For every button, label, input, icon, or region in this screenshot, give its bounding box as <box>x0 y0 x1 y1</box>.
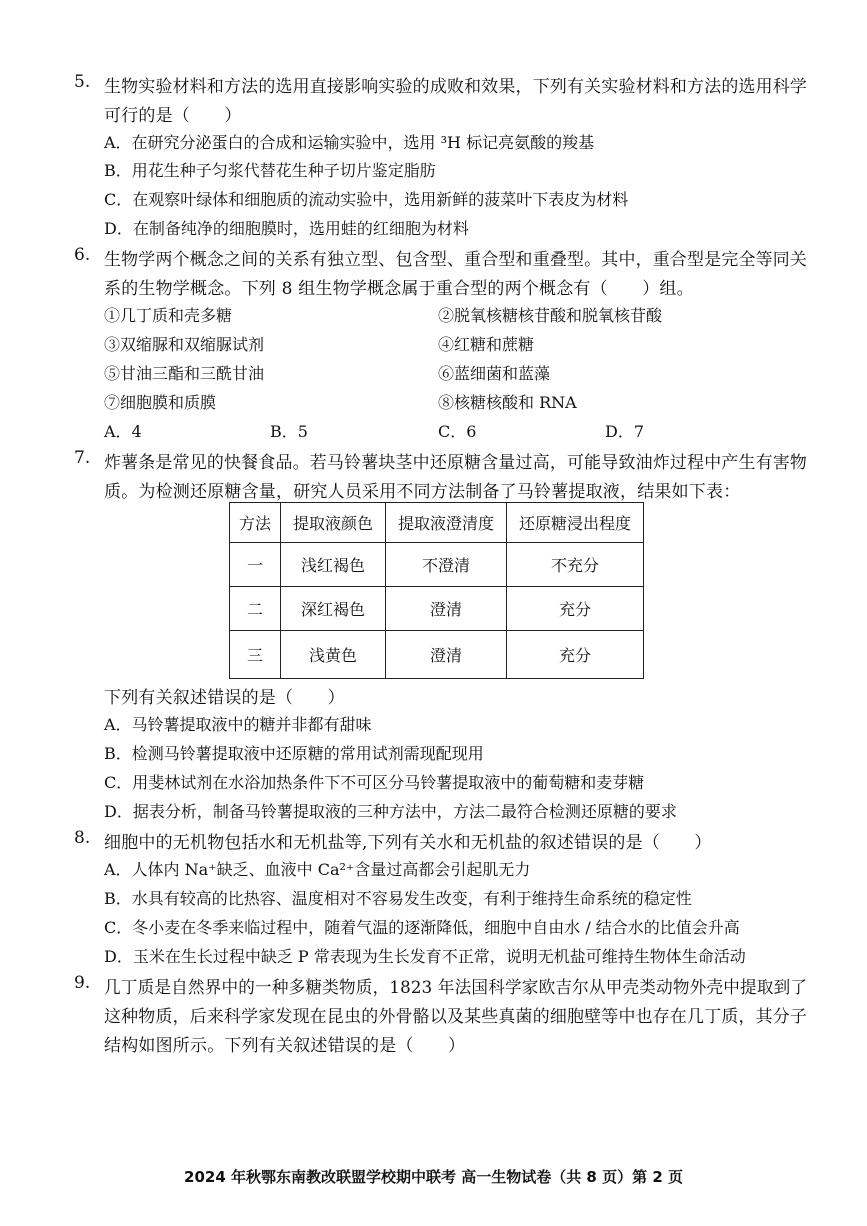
question-number: 5. <box>74 72 91 92</box>
table-cell: 充分 <box>507 587 644 631</box>
concept-pair: ②脱氧核糖核苷酸和脱氧核苷酸 <box>438 306 663 325</box>
table-cell: 三 <box>230 631 281 679</box>
question-stem-line: 细胞中的无机物包括水和无机盐等,下列有关水和无机盐的叙述错误的是（ ） <box>104 833 712 853</box>
concept-pair: ⑤甘油三酯和三酰甘油 <box>104 364 265 383</box>
question-stem-line: 系的生物学概念。下列 8 组生物学概念属于重合型的两个概念有（ ）组。 <box>104 279 694 299</box>
question-stem-line: 这种物质，后来科学家发现在昆虫的外骨骼以及某些真菌的细胞壁等中也存在几丁质，其分子 <box>104 1007 808 1027</box>
table-cell: 澄清 <box>386 587 507 631</box>
concept-pair: ⑧核糖核酸和 RNA <box>438 393 577 412</box>
table-cell: 澄清 <box>386 631 507 679</box>
concept-pair: ⑦细胞膜和质膜 <box>104 393 217 412</box>
table-cell: 二 <box>230 587 281 631</box>
option-a: A．人体内 Na⁺缺乏、血液中 Ca²⁺含量过高都会引起肌无力 <box>104 860 531 879</box>
concept-pair: ①几丁质和壳多糖 <box>104 306 233 325</box>
question-number: 6. <box>74 245 91 265</box>
question-stem-line: 结构如图所示。下列有关叙述错误的是（ ） <box>104 1036 466 1056</box>
concept-pair: ④红糖和蔗糖 <box>438 335 535 354</box>
option-b: B．检测马铃薯提取液中还原糖的常用试剂需现配现用 <box>104 744 484 763</box>
question-number: 7. <box>74 448 91 468</box>
table-cell: 浅黄色 <box>281 631 386 679</box>
option-d: D．玉米在生长过程中缺乏 P 常表现为生长发育不正常，说明无机盐可维持生物体生命活动 <box>104 947 746 966</box>
table-header-cell: 还原糖浸出程度 <box>507 503 644 543</box>
option-a: A．在研究分泌蛋白的合成和运输实验中，选用 ³H 标记亮氨酸的羧基 <box>104 133 595 152</box>
table-cell: 一 <box>230 543 281 587</box>
table-cell: 不澄清 <box>386 543 507 587</box>
table-row <box>230 543 644 587</box>
results-table <box>229 502 644 679</box>
option-d: D．7 <box>605 422 645 441</box>
question-number: 8. <box>74 828 91 848</box>
table-header-cell: 提取液颜色 <box>281 503 386 543</box>
question-stem-line: 几丁质是自然界中的一种多糖类物质，1823 年法国科学家欧吉尔从甲壳类动物外壳中提取到了 <box>104 978 808 998</box>
option-b: B．水具有较高的比热容、温度相对不容易发生改变，有利于维持生命系统的稳定性 <box>104 889 692 908</box>
table-cell: 充分 <box>507 631 644 679</box>
concept-pair: ③双缩脲和双缩脲试剂 <box>104 335 265 354</box>
question-stem-line: 质。为检测还原糖含量，研究人员采用不同方法制备了马铃薯提取液，结果如下表： <box>104 482 741 502</box>
table-row <box>230 587 644 631</box>
option-b: B．用花生种子匀浆代替花生种子切片鉴定脂肪 <box>104 161 436 180</box>
question-stem-line: 生物学两个概念之间的关系有独立型、包含型、重合型和重叠型。其中，重合型是完全等同关 <box>104 250 808 270</box>
option-d: D．在制备纯净的细胞膜时，选用蛙的红细胞为材料 <box>104 219 469 238</box>
option-c: C．6 <box>438 422 477 441</box>
page-footer: 2024 年秋鄂东南教改联盟学校期中联考 高一生物试卷（共 8 页）第 2 页 <box>184 1168 683 1186</box>
option-b: B．5 <box>270 422 308 441</box>
question-number: 9. <box>74 973 91 993</box>
question-stem-line: 炸薯条是常见的快餐食品。若马铃薯块茎中还原糖含量过高，可能导致油炸过程中产生有害物 <box>104 453 808 473</box>
option-c: C．冬小麦在冬季来临过程中，随着气温的逐渐降低，细胞中自由水 / 结合水的比值会升高 <box>104 918 740 937</box>
table-row <box>230 631 644 679</box>
concept-pair: ⑥蓝细菌和蓝藻 <box>438 364 551 383</box>
option-a: A．马铃薯提取液中的糖并非都有甜味 <box>104 715 372 734</box>
table-header-row <box>230 503 644 543</box>
table-header-cell: 方法 <box>230 503 281 543</box>
table-cell: 浅红褐色 <box>281 543 386 587</box>
table-header-cell: 提取液澄清度 <box>386 503 507 543</box>
question-stem-line: 生物实验材料和方法的选用直接影响实验的成败和效果，下列有关实验材料和方法的选用科学 <box>104 77 808 97</box>
option-a: A．4 <box>104 422 142 441</box>
question-stem-line: 下列有关叙述错误的是（ ） <box>104 688 345 708</box>
table-cell: 深红褐色 <box>281 587 386 631</box>
option-c: C．在观察叶绿体和细胞质的流动实验中，选用新鲜的菠菜叶下表皮为材料 <box>104 190 629 209</box>
question-stem-line: 可行的是（ ） <box>104 106 242 126</box>
option-c: C．用斐林试剂在水浴加热条件下不可区分马铃薯提取液中的葡萄糖和麦芽糖 <box>104 773 645 792</box>
option-d: D．据表分析，制备马铃薯提取液的三种方法中，方法二最符合检测还原糖的要求 <box>104 802 677 821</box>
table-cell: 不充分 <box>507 543 644 587</box>
